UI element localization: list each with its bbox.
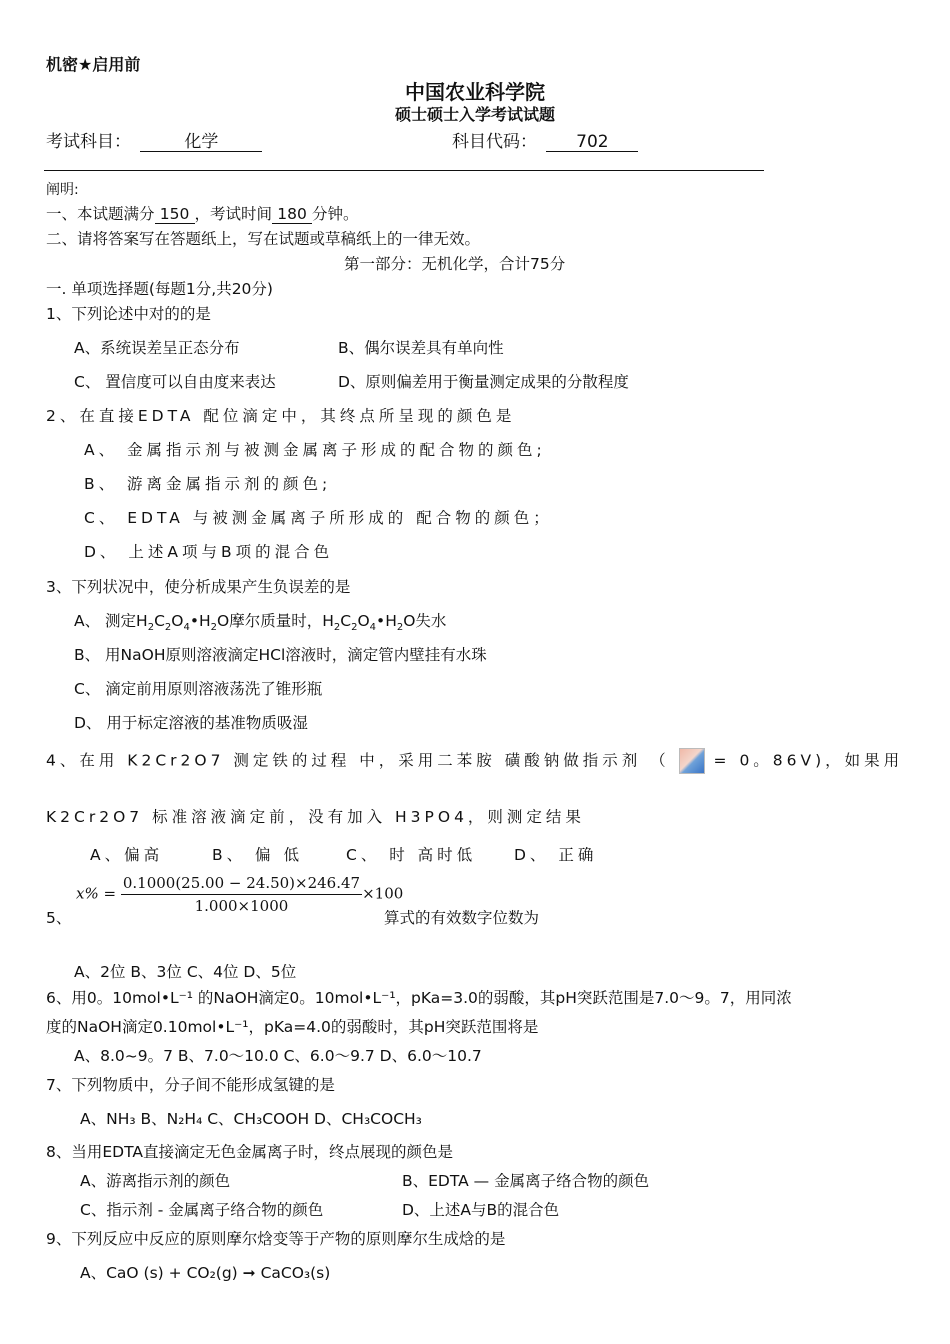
question-8-option-b: B、EDTA — 金属离子络合物的颜色 [402, 1172, 650, 1190]
question-5-stem: 算式的有效数字位数为 [384, 909, 540, 927]
formula-part: O [171, 612, 184, 630]
equation-numerator: 0.1000(25.00 − 24.50)×246.47 [121, 874, 362, 895]
confidential-label: 机密★启用前 [46, 55, 141, 74]
question-8-stem: 8、当用EDTA直接滴定无色金属离子时，终点展现的颜色是 [46, 1143, 453, 1161]
header-divider [44, 170, 764, 171]
subscript: 2 [396, 622, 404, 634]
question-2-option-c: C、 EDTA 与被测金属离子所形成的 配合物的颜色； [84, 509, 553, 527]
formula-part: C [154, 612, 165, 630]
broken-image-icon [679, 748, 705, 774]
formula-part: O [357, 612, 370, 630]
question-2-option-b: B、 游离金属指示剂的颜色; [84, 475, 332, 493]
question-1-option-a: A、系统误差呈正态分布 [74, 339, 240, 357]
stem-text: = 0。86V)，如果用 [713, 751, 904, 770]
question-7-options: A、NH₃ B、N₂H₄ C、CH₃COOH D、CH₃COCH₃ [80, 1110, 422, 1128]
question-6-line-2: 度的NaOH滴定0.10mol•L⁻¹，pKa=4.0的弱酸时，其pH突跃范围将是 [46, 1018, 539, 1036]
question-8-option-a: A、游离指示剂的颜色 [80, 1172, 231, 1190]
time-value: 180 [272, 205, 312, 224]
subscript: 2 [164, 622, 172, 634]
question-1-option-c: C、 置信度可以自由度来表达 [74, 373, 276, 391]
question-3-option-a [74, 609, 446, 633]
code-row [452, 127, 638, 152]
question-5-equation [76, 874, 403, 915]
question-4-stem-2: K2Cr2O7 标准溶液滴定前，没有加入 H3PO4，则测定结果 [46, 808, 585, 826]
question-5-options: A、2位 B、3位 C、4位 D、5位 [74, 963, 297, 981]
question-2-option-a: A、 金属指示剂与被测金属离子形成的配合物的颜色; [84, 441, 546, 459]
question-3-option-d: D、 用于标定溶液的基准物质吸湿 [74, 714, 308, 732]
equation-denominator: 1.000×1000 [194, 897, 289, 915]
question-2-stem: 2、在直接EDTA 配位滴定中，其终点所呈现的颜色是 [46, 407, 516, 425]
instruction-text: ，考试时间 [194, 205, 273, 223]
formula-part: H [322, 612, 334, 630]
equation-multiplier: ×100 [362, 884, 404, 903]
equation-lhs: x% = [76, 884, 117, 903]
subject-label: 考试科目： [46, 132, 131, 152]
instructions-title: 阐明: [46, 182, 79, 198]
subject-value: 化学 [140, 133, 262, 152]
option-text: A、 测定 [74, 612, 137, 630]
question-1-option-b: B、偶尔误差具有单向性 [338, 339, 504, 357]
question-4-option-c: C、 时 高时低 [346, 846, 477, 864]
question-3-option-c: C、 滴定前用原则溶液荡洗了锥形瓶 [74, 680, 323, 698]
question-6-options: A、8.0~9。7 B、7.0～10.0 C、6.0～9.7 D、6.0～10.7 [74, 1047, 482, 1065]
subscript: 2 [147, 622, 155, 634]
question-4-option-a: A、偏高 [90, 846, 164, 864]
instruction-line-2: 二、请将答案写在答题纸上，写在试题或草稿纸上的一律无效。 [46, 230, 481, 248]
subscript: 2 [351, 622, 358, 634]
formula-part: •H [189, 612, 211, 630]
subscript: 4 [183, 622, 190, 634]
subscript: 2 [333, 622, 341, 634]
instruction-text: 分钟。 [312, 205, 359, 223]
formula-part: C [340, 612, 352, 630]
question-7-stem: 7、下列物质中，分子间不能形成氢键的是 [46, 1076, 335, 1094]
code-label: 科目代码： [452, 132, 537, 152]
question-4-option-d: D、 正确 [514, 846, 598, 864]
instruction-line-1 [46, 202, 359, 224]
subscript: 4 [369, 622, 377, 634]
question-8-option-c: C、指示剂 - 金属离子络合物的颜色 [80, 1201, 324, 1219]
exam-title: 硕士硕士入学考试试题 [394, 105, 555, 124]
instruction-text: 一、本试题满分 [46, 205, 155, 223]
stem-text: 4、在用 K2Cr2O7 测定铁的过程 中，采用二苯胺 磺酸钠做指示剂 （ [46, 751, 670, 770]
section-title: 一. 单项选择题(每题1分,共20分) [46, 280, 273, 298]
subject-row [46, 127, 262, 152]
question-5-number: 5、 [46, 909, 72, 927]
question-9-option-a: A、CaO (s) + CO₂(g) ➞ CaCO₃(s) [80, 1264, 331, 1282]
question-4-stem [46, 748, 903, 774]
question-9-stem: 9、下列反应中反应的原则摩尔焓变等于产物的原则摩尔生成焓的是 [46, 1230, 506, 1248]
question-3-option-b: B、 用NaOH原则溶液滴定HCl溶液时，滴定管内壁挂有水珠 [74, 646, 487, 664]
question-1-option-d: D、原则偏差用于衡量测定成果的分散程度 [338, 373, 629, 391]
option-text: O摩尔质量时， [217, 612, 323, 630]
subscript: 2 [210, 622, 218, 634]
score-value: 150 [155, 205, 195, 224]
question-8-option-d: D、上述A与B的混合色 [402, 1201, 560, 1219]
question-3-stem: 3、下列状况中，使分析成果产生负误差的是 [46, 578, 351, 596]
formula-part: •H [376, 612, 397, 630]
code-value: 702 [546, 133, 638, 152]
question-6-line-1: 6、用0。10mol•L⁻¹ 的NaOH滴定0。10mol•L⁻¹，pKa=3.0的弱酸，其pH突跃范围是7.0～9。7，用同浓 [46, 989, 792, 1007]
equation-fraction [121, 874, 362, 915]
option-text: O失水 [403, 612, 447, 630]
formula-part: H [136, 612, 148, 630]
part-title: 第一部分：无机化学，合计75分 [344, 255, 566, 273]
question-2-option-d: D、 上述A项与B项的混合色 [84, 543, 334, 561]
institution-title: 中国农业科学院 [405, 80, 545, 104]
question-4-option-b: B、 偏 低 [212, 846, 303, 864]
question-1-stem: 1、下列论述中对的的是 [46, 305, 211, 323]
